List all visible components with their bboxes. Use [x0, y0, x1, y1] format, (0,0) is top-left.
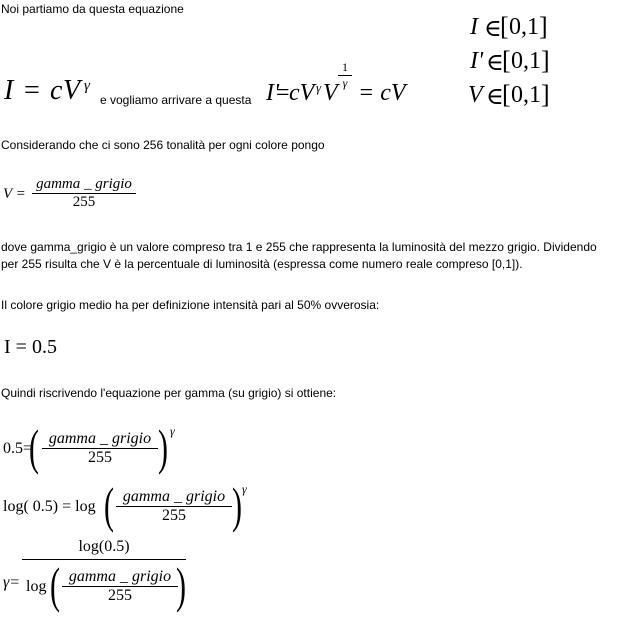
explanation-line2: per 255 risulta che V è la percentuale di luminosità (espressa come numero reale compreso [0,1]).: [1, 257, 523, 271]
range-v-var: V: [468, 82, 483, 108]
eqa-fraction: [42, 430, 158, 467]
eqc-fraction: [22, 538, 186, 620]
eqc-inner-fraction: [62, 568, 178, 605]
eqc-lhs: γ=: [3, 574, 21, 591]
eqc-frac-num: gamma _ grigio: [68, 568, 172, 585]
eqc-den-log: log: [26, 578, 47, 595]
eq1-c: c: [50, 75, 63, 106]
rewrite-text: Quindi riscrivendo l'equazione per gamma (su grigio) si ottiene:: [1, 386, 337, 400]
eq2-equals: =: [276, 80, 290, 106]
eq2-gamma-exp: γ: [316, 80, 322, 95]
exp-num: 1: [342, 60, 348, 74]
eqb-left-paren: (: [104, 477, 114, 533]
eq1-v: V: [63, 75, 81, 106]
range-i-close: ]: [539, 12, 548, 41]
range-iprime-in: ∈: [486, 50, 504, 76]
v-lhs: V =: [3, 186, 26, 202]
tonality-text: Considerando che ci sono 256 tonalità per ogni colore pongo: [1, 138, 325, 152]
eqc-frac-den: 255: [108, 587, 132, 604]
eqb-frac-num: gamma _ grigio: [122, 488, 226, 505]
eq2-rhs: = cV: [358, 80, 406, 106]
range-v-val: 0,1: [511, 82, 541, 108]
eq1-lhs: I: [4, 75, 14, 106]
equation-i-half: I = 0.5: [4, 336, 57, 358]
eqb-lhs: log( 0.5) = log: [3, 498, 96, 515]
intro-text: Noi partiamo da questa equazione: [1, 2, 184, 16]
eq2-iprime: I': [266, 80, 280, 106]
range-i-val: 0,1: [509, 14, 539, 40]
eqa-right-paren: ): [158, 419, 168, 475]
eqa-left-paren: (: [29, 419, 39, 475]
v-fraction: [32, 176, 136, 211]
eq1-equals: =: [24, 75, 40, 106]
eq1-gamma-exp: γ: [84, 78, 90, 94]
gray-definition-text: Il colore grigio medio ha per definizione intensità pari al 50% ovverosia:: [1, 298, 380, 312]
eqc-den: [22, 557, 186, 620]
transition-text: e vogliamo arrivare a questa: [100, 93, 252, 107]
eqa-frac-den: 255: [88, 449, 112, 466]
eq2-v: V: [323, 80, 338, 106]
range-v-open: [: [502, 80, 511, 109]
eqa-frac-num: gamma _ grigio: [48, 430, 152, 447]
range-iprime-close: ]: [541, 46, 550, 75]
eq2-inverse-exponent: [338, 60, 352, 91]
range-v-in: ∈: [486, 84, 504, 110]
range-iprime-open: [: [502, 46, 511, 75]
range-iprime-var: I': [470, 48, 484, 74]
eqa-lhs: 0.5=: [3, 440, 33, 457]
v-frac-den: 255: [72, 194, 96, 210]
eqb-gamma-exp: γ: [242, 482, 247, 496]
range-iprime-val: 0,1: [511, 48, 541, 74]
eqc-left-paren: (: [50, 557, 60, 613]
eqc-right-paren: ): [176, 557, 186, 613]
eqb-right-paren: ): [232, 477, 242, 533]
range-i-open: [: [500, 12, 509, 41]
range-i-in: ∈: [484, 16, 502, 42]
eqb-fraction: [116, 488, 232, 525]
eqb-frac-den: 255: [162, 507, 186, 524]
eqc-num: log(0.5): [78, 538, 130, 555]
exp-den: γ: [342, 76, 348, 90]
range-v-close: ]: [541, 80, 550, 109]
eq2-cv: cV: [289, 80, 315, 106]
explanation-line1: dove gamma_grigio è un valore compreso tra 1 e 255 che rappresenta la luminosità del mezzo grigio. Dividendo: [1, 240, 597, 254]
range-i-var: I: [470, 14, 478, 40]
eqa-gamma-exp: γ: [170, 424, 175, 438]
v-frac-num: gamma _ grigio: [36, 176, 132, 192]
